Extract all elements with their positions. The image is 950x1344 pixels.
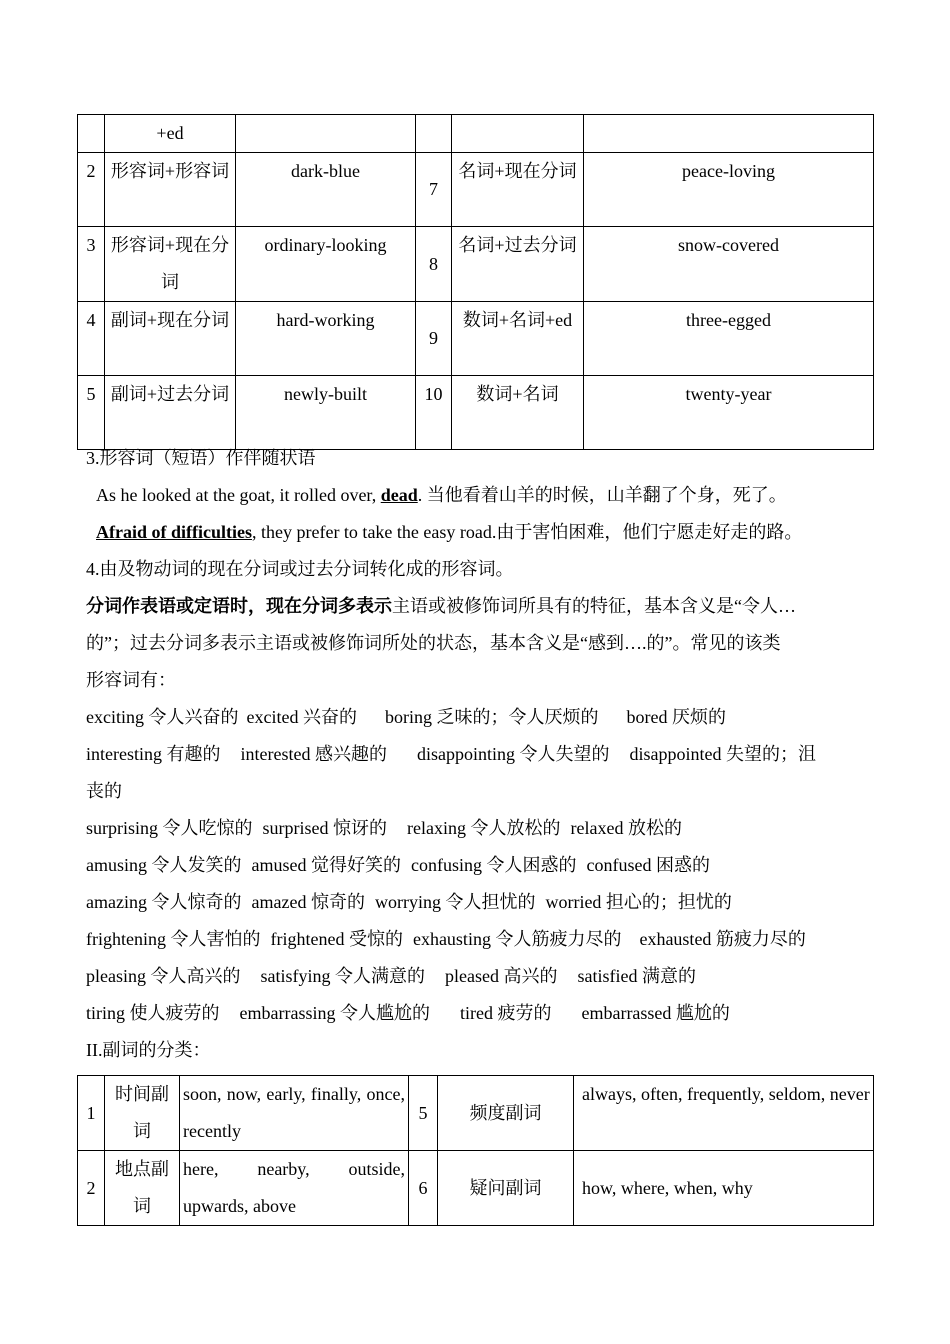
table-row <box>78 227 874 302</box>
pattern-cell: 名词+过去分词 <box>452 227 584 302</box>
example-cell <box>584 115 874 153</box>
examples-cell: always, often, frequently, seldom, never <box>574 1076 874 1151</box>
vocab-line: exciting 令人兴奋的 excited 兴奋的 boring 乏味的；令人厌烦的 bored 厌烦的 <box>86 707 726 727</box>
row-number <box>416 115 452 153</box>
pattern-cell: 形容词+形容词 <box>105 153 236 227</box>
table-row <box>78 153 874 227</box>
table-row <box>78 115 874 153</box>
pattern-cell: 名词+现在分词 <box>452 153 584 227</box>
vocab-line: 丧的 <box>86 781 122 801</box>
category-cell: 地点副词 <box>105 1151 180 1226</box>
table-row <box>78 376 874 450</box>
pattern-cell: 副词+现在分词 <box>105 302 236 376</box>
row-number: 4 <box>78 302 105 376</box>
category-cell: 疑问副词 <box>438 1151 574 1226</box>
category-cell: 频度副词 <box>438 1076 574 1151</box>
example-sentence: As he looked at the goat, it rolled over, dead. 当他看着山羊的时候，山羊翻了个身，死了。 <box>96 485 787 505</box>
pattern-cell: 副词+过去分词 <box>105 376 236 450</box>
vocab-line: tiring 使人疲劳的 embarrassing 令人尴尬的 tired 疲劳的 embarrassed 尴尬的 <box>86 1003 730 1023</box>
row-number: 1 <box>78 1076 105 1151</box>
adverb-classification-table <box>77 1075 874 1226</box>
vocab-line: amazing 令人惊奇的 amazed 惊奇的 worrying 令人担忧的 worried 担心的；担忧的 <box>86 892 732 912</box>
pattern-cell: 数词+名词+ed <box>452 302 584 376</box>
example-cell: twenty-year <box>584 376 874 450</box>
pattern-cell <box>452 115 584 153</box>
example-cell: snow-covered <box>584 227 874 302</box>
vocab-line: amusing 令人发笑的 amused 觉得好笑的 confusing 令人困惑的 confused 困惑的 <box>86 855 710 875</box>
section-heading: 3.形容词（短语）作伴随状语 <box>86 448 316 468</box>
text-section <box>86 440 876 1069</box>
row-number: 9 <box>416 302 452 376</box>
vocab-line: frightening 令人害怕的 frightened 受惊的 exhausting 令人筋疲力尽的 exhausted 筋疲力尽的 <box>86 929 806 949</box>
table-row <box>78 1076 874 1151</box>
examples-cell: here, nearby, outside, upwards, above <box>180 1151 409 1226</box>
example-cell: three-egged <box>584 302 874 376</box>
example-sentence: Afraid of difficulties, they prefer to take the easy road.由于害怕困难，他们宁愿走好走的路。 <box>96 522 803 542</box>
example-cell <box>236 115 416 153</box>
example-cell: peace-loving <box>584 153 874 227</box>
row-number: 7 <box>416 153 452 227</box>
example-cell: hard-working <box>236 302 416 376</box>
row-number: 6 <box>409 1151 438 1226</box>
paragraph-line: 分词作表语或定语时，现在分词多表示主语或被修饰词所具有的特征，基本含义是“令人… <box>86 596 796 616</box>
row-number: 3 <box>78 227 105 302</box>
compound-adjective-table <box>77 114 874 450</box>
table-row <box>78 1151 874 1226</box>
highlight-phrase: Afraid of difficulties <box>96 522 252 542</box>
category-cell: 时间副词 <box>105 1076 180 1151</box>
example-cell: ordinary-looking <box>236 227 416 302</box>
row-number: 5 <box>78 376 105 450</box>
row-number: 2 <box>78 153 105 227</box>
pattern-cell: +ed <box>105 115 236 153</box>
table-row <box>78 302 874 376</box>
section-heading: 4.由及物动词的现在分词或过去分词转化成的形容词。 <box>86 559 514 579</box>
paragraph-line: 形容词有： <box>86 670 176 690</box>
row-number: 10 <box>416 376 452 450</box>
pattern-cell: 数词+名词 <box>452 376 584 450</box>
row-number: 8 <box>416 227 452 302</box>
row-number: 2 <box>78 1151 105 1226</box>
paragraph-line: 的”；过去分词多表示主语或被修饰词所处的状态，基本含义是“感到….的”。常见的该类 <box>86 633 781 653</box>
row-number: 5 <box>409 1076 438 1151</box>
examples-cell: how, where, when, why <box>574 1151 874 1226</box>
vocab-line: pleasing 令人高兴的 satisfying 令人满意的 pleased 高兴的 satisfied 满意的 <box>86 966 696 986</box>
example-cell: newly-built <box>236 376 416 450</box>
vocab-line: interesting 有趣的 interested 感兴趣的 disappointing 令人失望的 disappointed 失望的；沮 <box>86 744 816 764</box>
example-cell: dark-blue <box>236 153 416 227</box>
section-heading: II.副词的分类： <box>86 1040 211 1060</box>
vocab-line: surprising 令人吃惊的 surprised 惊讶的 relaxing 令人放松的 relaxed 放松的 <box>86 818 682 838</box>
highlight-word: dead <box>380 485 418 505</box>
examples-cell: soon, now, early, finally, once, recently <box>180 1076 409 1151</box>
row-number <box>78 115 105 153</box>
pattern-cell: 形容词+现在分词 <box>105 227 236 302</box>
